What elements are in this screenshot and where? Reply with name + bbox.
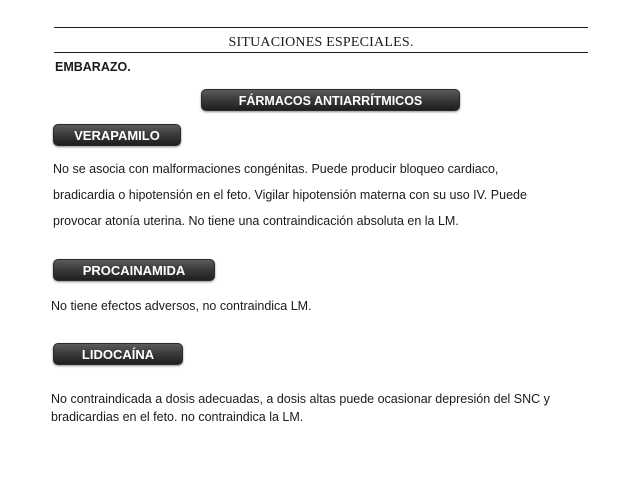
page-title: SITUACIONES ESPECIALES. xyxy=(228,35,414,50)
text-line: provocar atonía uterina. No tiene una contraindicación absoluta en la LM. xyxy=(53,214,459,228)
drug-label-verapamilo: VERAPAMILO xyxy=(53,124,181,146)
drug-label-procainamida: PROCAINAMIDA xyxy=(53,259,215,281)
header-bottom-rule xyxy=(54,52,588,53)
drug-description-lidocaina xyxy=(51,390,631,426)
text-line: bradicardia o hipotensión en el feto. Vigilar hipotensión materna con su uso IV. Puede xyxy=(53,188,527,202)
section-label: EMBARAZO. xyxy=(55,60,131,74)
text-line: bradicardias en el feto. no contraindica la LM. xyxy=(51,410,304,424)
text-line: No tiene efectos adversos, no contraindica LM. xyxy=(51,299,312,313)
drug-label-lidocaina: LIDOCAÍNA xyxy=(53,343,183,365)
drug-description-procainamida xyxy=(51,298,611,314)
drug-description-verapamilo xyxy=(53,156,613,234)
text-line: No contraindicada a dosis adecuadas, a dosis altas puede ocasionar depresión del SNC y xyxy=(51,392,550,406)
text-line: No se asocia con malformaciones congénitas. Puede producir bloqueo cardiaco, xyxy=(53,162,499,176)
header-top-rule xyxy=(54,27,588,28)
category-banner: FÁRMACOS ANTIARRÍTMICOS xyxy=(201,89,460,111)
